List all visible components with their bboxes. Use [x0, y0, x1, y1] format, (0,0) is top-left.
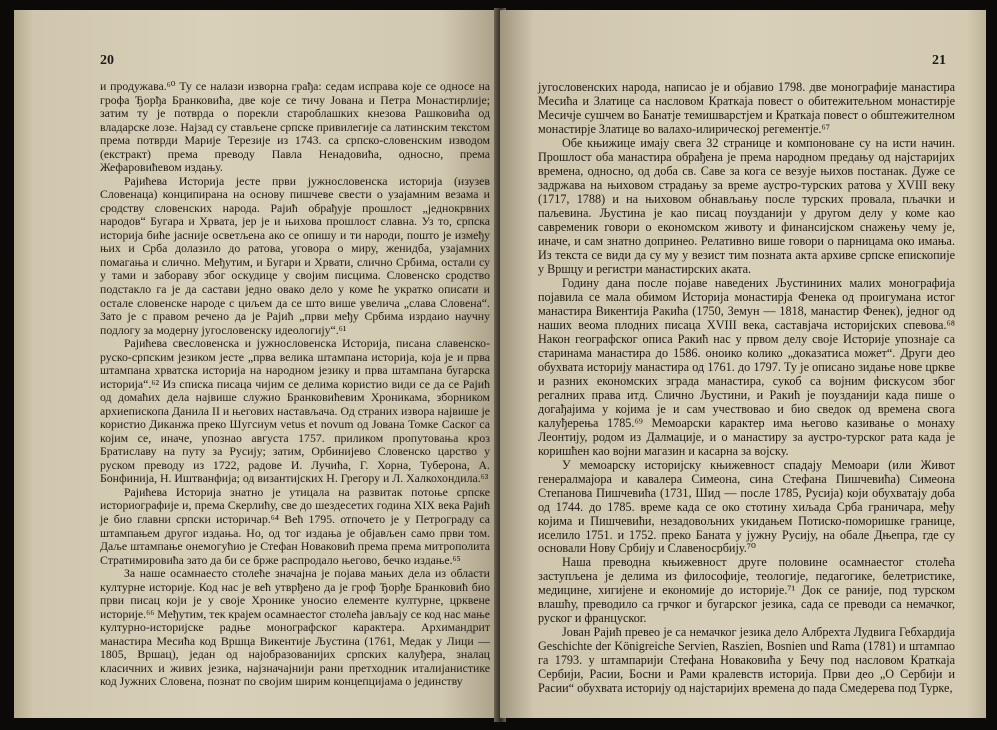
paragraph: Наша преводна књижевност друге половине осамнаестог столећа заступљена је делима из философије, теологије, педагогике, белетристике, медицине, хигијене и економије до историје.⁷¹ Док се раније, под турском влашћу, преводило са грчког и бугарског језика, сада се преводи са немачког, руског и француског.	[538, 555, 955, 626]
paragraph: За наше осамнаесто столеће значајна је појава мањих дела из области културне историје. Код нас је већ утврђено да је гроф Ђорђе Бранковић био први писац који је у своје Хронике уносио елементе културне, црквене историје.⁶⁶ Међутим, тек крајем осамнаестог столећа јављају се код нас мање културно-историјске радње монографског карактера. Архимандрит манастира Месића код Вршца Викентије Љустина (1761, Медак у Лици — 1805, Вршац), један од најобразованијих српских калуђера, зналац класичних и живих језика, најзначајнији рани претходник италијанистике код Јужних Словена, познат по својим ширим концепцијама о јединству	[100, 566, 490, 689]
paragraph: Јован Рајић превео је са немачког језика дело Албрехта Лудвига Гебхардија Geschichte der Königreiche Servien, Raszien, Bosnien und Rama (1781) и штампао га 1793. у штампарији Стефана Новаковића у Бечу под насловом Краткаја Сербији, Расии, Босни и Рами кралевств историја. Први део „О Сербији и Расии“ обухвата историју од најстаријих времена до пада Смедерева под Турке,	[538, 625, 955, 696]
page-number: 20	[100, 53, 114, 68]
right-page	[500, 10, 986, 718]
page-body	[538, 80, 955, 695]
left-page	[14, 10, 499, 718]
paragraph: Рајићева свесловенска и јужнословенска Историја, писана славенско-руско-српским језиком јесте „прва велика штампана историја, која је и прва штампана хрватска историја на народном језику и прва штампана бугарска историја“.⁶² Из списка писаца чијим се делима користио види се да се Рајић од домаћих дела највише служио Бранковићевим Хроникама, зборником архиепископа Данила II и његових настављача. Од страних извора највише је користио Диканжа преко Шугсиум vetus et novum од Јована Томке Саског са којим се, иначе, упознао августа 1757. приликом пропутовања кроз Братиславу на путу за Русију; затим, Орбинијево Словенско царство у руском преводу из 1722, радове И. Лучића, Г. Хорна, Туберона, А. Бонфинија, Н. Иштванфија; од византијских Н. Грегору и Л. Халкохондила.⁶³	[100, 336, 490, 486]
paragraph: и продужава.⁶⁰ Ту се налази изворна грађа: седам исправа које се односе на грофа Ђорђа Бранковића, две које се тичу Јована и Петра Монастирлије; затим ту је потврда о порекли староблашких кнезова Рашковића од владарске лозе. Најзад су стављене српске привилегије са латинским текстом према потврди Марије Терезије из 1743. са српско-словенским изводом (екстракт) према преводу Павла Ненадовића, односно, према Жефаровићевом издању.	[100, 79, 490, 175]
paragraph: Годину дана после појаве наведених Љустининих малих монографија појавила се мала обимом Историја монастирја Фенека од проигумана истог манастира Викентија Ракића (1750, Земун — 1818, манастир Фенек), једног од наших веома плодних писаца XVIII века, саставјача историјских спевова.⁶⁸ Након географског описа Ракић нас у првом делу своје Историје упознаје са старинама манастира до 1586. оноико колико „доказатиса может“. Други део обухвата историју манастира од 1761. до 1797. Ту је описано зидање нове цркве и разних економских зграда манастира, сукоб са војним фискусом због регалних права итд. Слично Љустини, и Ракић је поузданији када пише о догађајима у којима је и сам учествовао и био сведок од времена свога калуђерења 1785.⁶⁹ Мемоарски карактер има његово казивање о монаху Леонтију, родом из Далмације, и о манастиру за аустро-турског рата када је коришћен као војни магазин и касарна за војску.	[538, 275, 955, 458]
paragraph: У мемоарску историјску књижевност спадају Мемоари (или Живот генералмајора и кавалера Симеона, сина Стефана Пишчевића) Симеона Степанова Пишчевића (1731, Шид — после 1785, Русија) који обухватају доба од 1744. до 1785. време када се око стотину хиљада Срба граничара, међу којима и Пишчевићи, незадовољних укидањем Потиско-поморишке границе, иселило 1751. и 1752. преко Баната у јужну Русију, на обале Дњепра, где су основали Нову Србију и Славеносрбију.⁷⁰	[538, 457, 955, 556]
paragraph: Обе књижице имају свега 32 странице и компоноване су на исти начин. Прошлост оба манастира обрађена је према народном предању од најстаријих времена, односно, од доба св. Саве за кога се везује њихов постанак. Дуже се задржава на њиховом страдању за време аустро-турских ратова у XVIII веку (1717, 1788) и на њиховом обнављању после турских провала, пљачки и паљевина. Љустина је као писац поузданији у другом делу у коме као савременик говори о економском животу и финансијском снажењу чему је, иначе, и сам знатно допринео. Релативно више говори о парницама око имања. Из текста се види да су му у везист тим позната акта архиве српске епископије у Вршцу и регистри манастирских аката.	[538, 135, 955, 276]
paragraph: Рајићева Историја јесте први јужнословенска историја (изузев Словенаца) конципирана на основу пишчеве свести о узајамним везама и сродству словенских народа. Рајић обрађује прошлост „једнокрвних народов“ Бугара и Хрвата, јер је и њихова прошлост славна. Уз то, српска историја биће јасније осветљена ако се опишу и ти народи, пошто је између њих и Срба долазило до ратова, уговора о миру, женидба, узајамних помагања и слично. Међутим, и Бугари и Хрвати, слично Србима, остали су у тами и забораву због оскудице у својим писцима. Словенско сродство подстакло га је да састави једно овако дело у коме ће укратко описати и остале словенске народе с циљем да се што више увелича „слава Словена“. Зато је с правом речено да је Рајић „први међу Србима изрдаио научну подлогу за модерну југословенску идеологију“.⁶¹	[100, 173, 490, 337]
page-body	[100, 80, 490, 689]
paragraph: Рајићева Историја знатно је утицала на развитак потоње српске историографије и, према Скерлићу, све до шездесетих година XIX века Рајић је био главни српски историчар.⁶⁴ Већ 1795. отпочето је у Петрограду са штампањем другог издања. Но, од тог издања је објављен само први том. Даље штампање онемогућио је Стефан Новаковић према према митрополита Стратимировића зато да би се брже распродало његово, бечко издање.⁶⁵	[100, 484, 490, 567]
paragraph: југословенских народа, написао је и објавио 1798. две монографије манастира Месића и Златице са насловом Краткаја повест о обитежитељном монастирје Месичје сушчем во Банатје темишварстјем и Краткаја повест о обштежителном монастирје Златице во валахо-илирическој регементје.⁶⁷	[538, 80, 955, 136]
page-number: 21	[932, 53, 946, 68]
